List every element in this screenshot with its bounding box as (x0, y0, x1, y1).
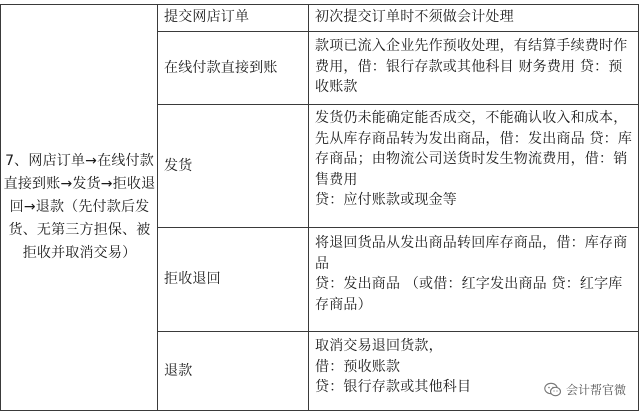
treatment-submit-order (309, 7, 639, 31)
treatment-refund (309, 336, 639, 411)
step-ship: 发货 (164, 157, 193, 174)
treatment-line: 贷：发出商品 （或借：红字发出商品 贷：红字库存商品） (315, 276, 623, 313)
table-border-right (638, 4, 639, 411)
watermark (544, 381, 626, 398)
treatment-line: 款项已流入企业先作预收处理，有结算手续费时作费用，借：银行存款或其他科目 财务费用 贷：预收账款 (315, 38, 628, 95)
table-border-top (0, 4, 639, 5)
scenario-label: 7、网店订单→在线付款直接到账→发货→拒收退回→退款（先付款后发货、无第三方担保、被拒收并取消交易） (3, 153, 156, 261)
row-divider-1 (157, 31, 639, 32)
treatment-line: 取消交易退回货款， (315, 338, 443, 354)
column-divider-2 (308, 4, 309, 411)
treatment-line: 借：预收账款 (315, 358, 401, 375)
treatment-ship (309, 108, 639, 227)
row-divider-4 (157, 331, 639, 332)
wechat-icon (544, 382, 562, 398)
treatment-line: 发货仍未能确定能否成交，不能确认收入和成本，先从库存商品转为发出商品，借：发出商品 贷：库存商品；由物流公司送货时发生物流费用，借：销售费用 (315, 110, 633, 188)
treatment-line: 贷：应付账款或现金等 (315, 192, 457, 208)
treatment-line: 将退回货品从发出商品转回库存商品，借：库存商品 (315, 235, 628, 272)
row-divider-2 (157, 104, 639, 105)
watermark-text: 会计帮官微 (565, 383, 626, 397)
step-submit-order: 提交网店订单 (164, 9, 250, 26)
treatment-online-payment (309, 36, 639, 104)
table-border-left (0, 4, 1, 411)
step-rejected-return: 拒收退回 (164, 271, 221, 288)
treatment-line: 初次提交订单时不须做会计处理 (315, 9, 514, 25)
step-online-payment: 在线付款直接到账 (164, 59, 278, 76)
step-refund: 退款 (164, 363, 193, 380)
column-divider-1 (157, 4, 158, 411)
row-divider-3 (157, 227, 639, 228)
treatment-line: 贷：银行存款或其他科目 (315, 379, 472, 395)
accounting-table (0, 4, 639, 411)
treatment-rejected-return (309, 233, 639, 331)
table-border-bottom (0, 410, 639, 411)
